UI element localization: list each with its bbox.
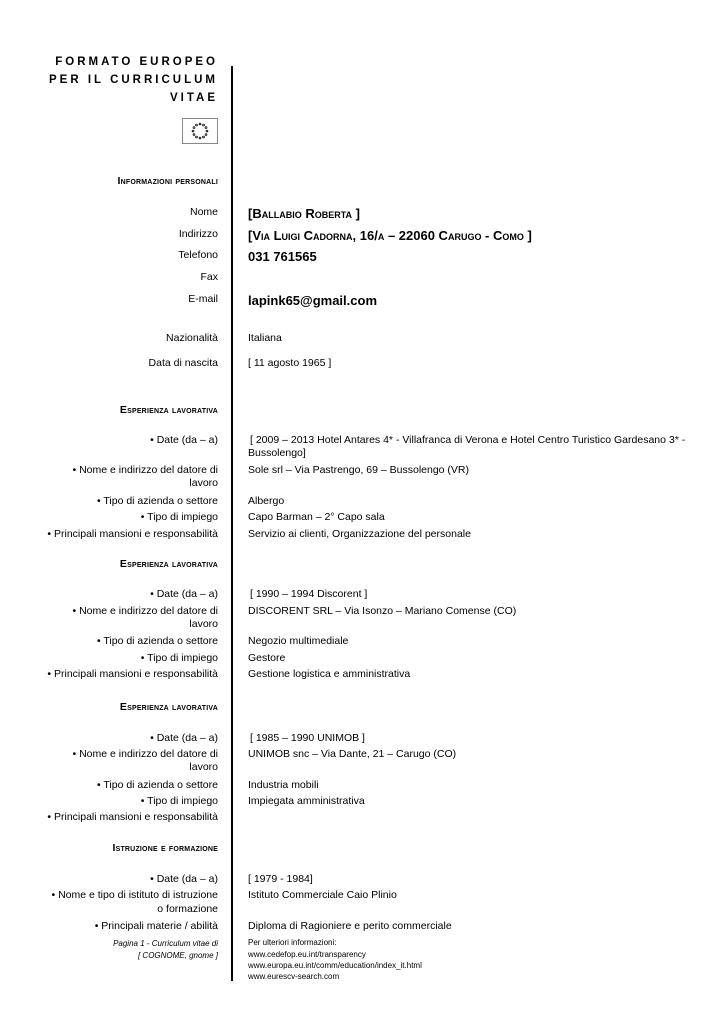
footer-page-label: Pagina 1 - Curriculum vitae di: [113, 939, 218, 948]
footer-link[interactable]: www.cedefop.eu.int/transparency: [248, 950, 366, 959]
date-value: [ 1985 – 1990 UNIMOB ]: [250, 732, 365, 744]
materie-label: • Principali materie / abilità: [94, 920, 218, 932]
mansioni-label: • Principali mansioni e responsabilità: [47, 668, 218, 680]
datore-value: DISCORENT SRL – Via Isonzo – Mariano Comense (CO): [248, 605, 517, 617]
materie-value: Diploma di Ragioniere e perito commerciale: [248, 920, 452, 932]
istituto-value: Istituto Commerciale Caio Plinio: [248, 889, 397, 901]
istituto-label-cont: o formazione: [157, 903, 218, 915]
telefono-value: 031 761565: [248, 249, 317, 264]
datore-label: • Nome e indirizzo del datore di: [72, 464, 218, 476]
email-label: E-mail: [188, 293, 218, 305]
cv-title-line-3: VITAE: [169, 92, 218, 104]
fax-label: Fax: [200, 271, 218, 283]
date-label: • Date (da – a): [150, 732, 218, 744]
nome-value: [Ballabio Roberta ]: [248, 206, 360, 221]
mansioni-label: • Principali mansioni e responsabilità: [47, 811, 218, 823]
cv-title-line-2: PER IL CURRICULUM: [49, 74, 218, 86]
tipo-impiego-label: • Tipo di impiego: [140, 795, 218, 807]
footer-info-label: Per ulteriori informazioni:: [248, 938, 337, 947]
indirizzo-value: [Via Luigi Cadorna, 16/a – 22060 Carugo - Como ]: [248, 228, 532, 243]
section-title-experience: Esperienza lavorativa: [119, 404, 218, 416]
mansioni-label: • Principali mansioni e responsabilità: [47, 528, 218, 540]
tipo-azienda-label: • Tipo di azienda o settore: [96, 635, 218, 647]
telefono-label: Telefono: [178, 249, 218, 261]
tipo-azienda-value: Industria mobili: [248, 779, 319, 791]
tipo-azienda-label: • Tipo di azienda o settore: [96, 495, 218, 507]
datore-value: Sole srl – Via Pastrengo, 69 – Bussolengo (VR): [248, 464, 470, 476]
tipo-impiego-value: Capo Barman – 2° Capo sala: [248, 511, 385, 523]
datore-label: • Nome e indirizzo del datore di: [72, 605, 218, 617]
cv-title-line-1: FORMATO EUROPEO: [55, 56, 218, 68]
tipo-impiego-label: • Tipo di impiego: [140, 511, 218, 523]
tipo-impiego-value: Gestore: [248, 652, 286, 664]
eu-flag-icon: [182, 118, 218, 144]
nascita-value: [ 11 agosto 1965 ]: [248, 357, 332, 369]
section-title-experience: Esperienza lavorativa: [119, 701, 218, 713]
nazionalita-label: Nazionalità: [166, 332, 218, 344]
footer-name-label: [ COGNOME, gnome ]: [137, 951, 218, 960]
date-label: • Date (da – a): [150, 434, 218, 446]
footer-link[interactable]: www.eurescv-search.com: [248, 972, 340, 981]
nazionalita-value: Italiana: [248, 332, 282, 344]
vertical-divider: [231, 66, 233, 981]
section-title-experience: Esperienza lavorativa: [119, 558, 218, 570]
datore-label-cont: lavoro: [189, 761, 218, 773]
datore-label-cont: lavoro: [189, 618, 218, 630]
section-title-education: Istruzione e formazione: [112, 842, 218, 854]
tipo-azienda-label: • Tipo di azienda o settore: [96, 779, 218, 791]
edu-date-label: • Date (da – a): [150, 873, 218, 885]
istituto-label: • Nome e tipo di istituto di istruzione: [51, 889, 218, 901]
indirizzo-label: Indirizzo: [178, 228, 218, 240]
tipo-impiego-value: Impiegata amministrativa: [248, 795, 365, 807]
date-value-cont: Bussolengo]: [248, 447, 306, 459]
date-value: [ 2009 – 2013 Hotel Antares 4* - Villafranca di Verona e Hotel Centro Turistico Gardesano 3* -: [250, 434, 686, 446]
tipo-azienda-value: Albergo: [248, 495, 285, 507]
date-label: • Date (da – a): [150, 588, 218, 600]
mansioni-value: Servizio ai clienti, Organizzazione del personale: [248, 528, 471, 540]
datore-label-cont: lavoro: [189, 477, 218, 489]
nascita-label: Data di nascita: [148, 357, 218, 369]
tipo-impiego-label: • Tipo di impiego: [140, 652, 218, 664]
datore-value: UNIMOB snc – Via Dante, 21 – Carugo (CO): [248, 748, 457, 760]
datore-label: • Nome e indirizzo del datore di: [72, 748, 218, 760]
edu-date-value: [ 1979 - 1984]: [248, 873, 313, 885]
email-value[interactable]: lapink65@gmail.com: [248, 293, 377, 308]
nome-label: Nome: [189, 206, 218, 218]
tipo-azienda-value: Negozio multimediale: [248, 635, 349, 647]
section-title-personal: Informazioni personali: [117, 175, 218, 187]
footer-link[interactable]: www.europa.eu.int/comm/education/index_it.html: [248, 961, 422, 970]
mansioni-value: Gestione logistica e amministrativa: [248, 668, 411, 680]
date-value: [ 1990 – 1994 Discorent ]: [250, 588, 368, 600]
